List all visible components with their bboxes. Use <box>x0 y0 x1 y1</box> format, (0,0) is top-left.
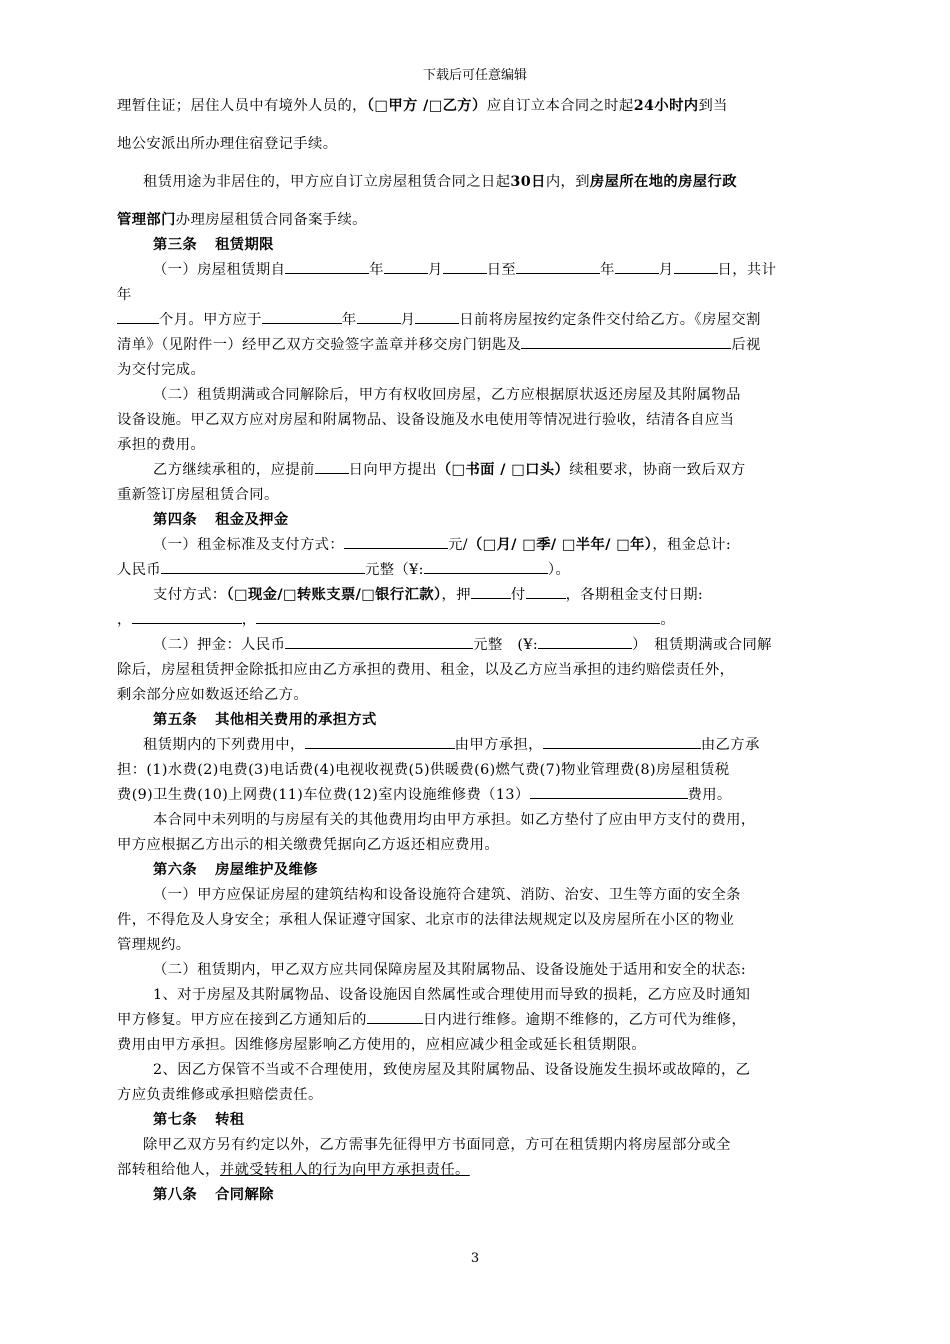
paragraph-line: 设备设施。甲乙双方应对房屋和附属物品、设备设施及水电使用等情况进行验收，结清各自应当 <box>117 412 735 428</box>
page-header: 下载后可任意编辑 <box>422 68 527 83</box>
blank-field[interactable] <box>315 458 349 474</box>
article-heading-8: 第八条 合同解除 <box>153 1187 274 1203</box>
paragraph-line: 剩余部分应如数返还给乙方。 <box>117 687 309 703</box>
paragraph-line: 支付方式：（□现金/□转账支票/□银行汇款），押 付 ，各期租金支付日期: <box>117 583 835 608</box>
blank-field[interactable] <box>530 783 688 799</box>
blank-field[interactable] <box>526 583 566 599</box>
paragraph-line: 承担的费用。 <box>117 437 206 453</box>
blank-field[interactable] <box>256 608 660 624</box>
blank-field[interactable] <box>285 258 369 274</box>
paragraph-line: 方应负责维修或承担赔偿责任。 <box>117 1087 323 1103</box>
paragraph-line: 乙方继续承租的，应提前 日向甲方提出（□书面 / □口头）续租要求，协商一致后双方 <box>117 458 835 483</box>
blank-field[interactable] <box>117 308 159 324</box>
blank-field[interactable] <box>344 533 448 549</box>
paragraph-line: 费用由甲方承担。因维修房屋影响乙方使用的，应相应减少租金或延长租赁期限。 <box>117 1037 647 1053</box>
paragraph-line: 本合同中未列明的与房屋有关的其他费用均由甲方承担。如乙方垫付了应由甲方支付的费用， <box>153 812 756 828</box>
paragraph-line: 重新签订房屋租赁合同。 <box>117 487 279 503</box>
blank-field[interactable] <box>516 258 600 274</box>
paragraph-line: 除后，房屋租赁押金除抵扣应由乙方承担的费用、租金，以及乙方应当承担的违约赔偿责任外， <box>117 662 735 678</box>
paragraph-line: 管理规约。 <box>117 937 191 953</box>
blank-field[interactable] <box>132 608 242 624</box>
paragraph-line: 理暂住证；居住人员中有境外人员的，（□甲方 /□乙方）应自订立本合同之时起24小时内到当 <box>117 98 728 114</box>
paragraph-line: 2、因乙方保管不当或不合理使用，致使房屋及其附属物品、设备设施发生损坏或故障的，乙 <box>153 1062 751 1078</box>
paragraph-line: 部转租给他人，并就受转租人的行为向甲方承担责任。 <box>117 1162 470 1178</box>
paragraph-line: ， ， 。 <box>117 608 835 633</box>
paragraph-line: 为交付完成。 <box>117 362 206 378</box>
paragraph-line: 件，不得危及人身安全；承租人保证遵守国家、北京市的法律法规规定以及房屋所在小区的物业 <box>117 912 735 928</box>
blank-field[interactable] <box>285 633 473 649</box>
article-heading-6: 第六条 房屋维护及维修 <box>153 862 318 878</box>
page-number: 3 <box>470 1251 480 1266</box>
blank-field[interactable] <box>415 308 459 324</box>
contract-body <box>117 94 835 1208</box>
blank-field[interactable] <box>538 633 632 649</box>
paragraph-line: 担：(1)水费(2)电费(3)电话费(4)电视收视费(5)供暖费(6)燃气费(7)物业管理费(8)房屋租赁税 <box>117 762 730 778</box>
paragraph-line: 地公安派出所办理住宿登记手续。 <box>117 136 338 152</box>
blank-field[interactable] <box>471 583 511 599</box>
blank-field[interactable] <box>674 258 718 274</box>
paragraph-line: （一）甲方应保证房屋的建筑结构和设备设施符合建筑、消防、治安、卫生等方面的安全条 <box>153 887 741 903</box>
paragraph-line: （二）租赁期满或合同解除后，甲方有权收回房屋，乙方应根据原状返还房屋及其附属物品 <box>153 387 741 403</box>
paragraph-line: 甲方应根据乙方出示的相关缴费凭据向乙方返还相应费用。 <box>117 837 500 853</box>
paragraph-line: （二）押金：人民币 元整 (¥: ） 租赁期满或合同解 <box>117 633 835 658</box>
blank-field[interactable] <box>367 1008 423 1024</box>
blank-field[interactable] <box>305 733 455 749</box>
blank-field[interactable] <box>543 733 701 749</box>
blank-field[interactable] <box>384 258 428 274</box>
paragraph-line: （二）租赁期内，甲乙双方应共同保障房屋及其附属物品、设备设施处于适用和安全的状态: <box>153 962 747 978</box>
paragraph-line: 个月。甲方应于 年 月 日前将房屋按约定条件交付给乙方。《房屋交割 <box>117 308 835 333</box>
blank-field[interactable] <box>615 258 659 274</box>
paragraph-line: 除甲乙双方另有约定以外，乙方需事先征得甲方书面同意，方可在租赁期内将房屋部分或全 <box>143 1137 731 1153</box>
paragraph-line: 租赁用途为非居住的，甲方应自订立房屋租赁合同之日起30日内，到房屋所在地的房屋行政 <box>143 174 737 190</box>
article-heading-4: 第四条 租金及押金 <box>153 512 289 528</box>
blank-field[interactable] <box>443 258 487 274</box>
paragraph-line: 管理部门办理房屋租赁合同备案手续。 <box>117 212 367 228</box>
paragraph-line: （一）租金标准及支付方式： 元/（□月/ □季/ □半年/ □年），租金总计: <box>117 533 835 558</box>
paragraph-line: 人民币 元整（¥: ）。 <box>117 558 835 583</box>
underlined-clause: 并就受转租人的行为向甲方承担责任。 <box>219 1162 470 1178</box>
paragraph-line: 租赁期内的下列费用中， 由甲方承担， 由乙方承 <box>117 733 835 758</box>
blank-field[interactable] <box>262 308 342 324</box>
paragraph-line: 年 <box>117 287 132 303</box>
paragraph-line: 费(9)卫生费(10)上网费(11)车位费(12)室内设施维修费（13） 费用。 <box>117 783 835 808</box>
article-heading-7: 第七条 转租 <box>153 1112 245 1128</box>
blank-field[interactable] <box>521 333 731 349</box>
blank-field[interactable] <box>161 558 365 574</box>
paragraph-line: 清单》（见附件一）经甲乙双方交验签字盖章并移交房门钥匙及 后视 <box>117 333 835 358</box>
paragraph-line: （一）房屋租赁期自 年 月 日至 年 月 日，共计 <box>117 258 835 283</box>
blank-field[interactable] <box>424 558 548 574</box>
paragraph-line: 甲方修复。甲方应在接到乙方通知后的 日内进行维修。逾期不维修的，乙方可代为维修， <box>117 1008 835 1033</box>
blank-field[interactable] <box>357 308 401 324</box>
article-heading-3: 第三条 租赁期限 <box>153 237 274 253</box>
article-heading-5: 第五条 其他相关费用的承担方式 <box>153 712 377 728</box>
paragraph-line: 1、对于房屋及其附属物品、设备设施因自然属性或合理使用而导致的损耗，乙方应及时通知 <box>153 987 751 1003</box>
